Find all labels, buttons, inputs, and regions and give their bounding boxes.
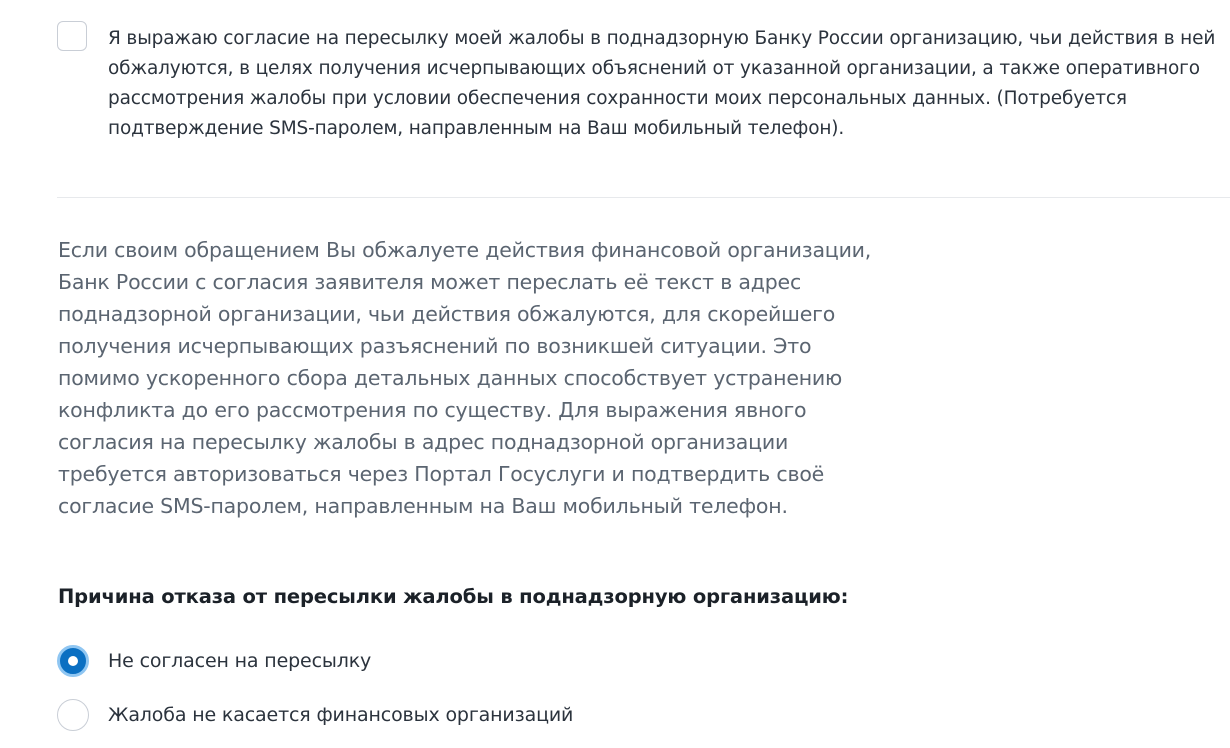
forwarding-info-text: Если своим обращением Вы обжалуете действия финансовой организации, Банк России с согласия заявителя может переслать её текст в адрес поднадзорной организации, чьи действия обжалуются, для скорейшего получения исчерпывающих разъяснений по возникшей ситуации. Это помимо ускоренного сбора детальных данных способствует устранению конфликта до его рассмотрения по существу. Для выражения явного согласия на пересылку жалобы в адрес поднадзорной организации требуется авторизоваться через Портал Госуслуги и подтвердить своё согласие SMS-паролем, направленным на Ваш мобильный телефон. bbox=[58, 238, 872, 518]
radio-button-not-agree[interactable] bbox=[57, 645, 89, 677]
section-divider bbox=[57, 197, 1230, 198]
refusal-reason-title: Причина отказа от пересылки жалобы в поднадзорную организацию: bbox=[58, 585, 849, 608]
consent-text: Я выражаю согласие на пересылку моей жалобы в поднадзорную Банку России организацию, чьи действия в ней обжалуются, в целях получения исчерпывающих объяснений от указанной организации, а также оперативного рассмотрения жалобы при условии обеспечения сохранности моих персональных данных. (Потребуется подтверждение SMS-паролем, направленным на Ваш мобильный телефон). bbox=[108, 28, 1216, 139]
radio-option-not-agree[interactable] bbox=[57, 645, 371, 677]
radio-label-not-agree: Не согласен на пересылку bbox=[108, 650, 372, 672]
radio-option-not-financial[interactable] bbox=[57, 699, 573, 731]
radio-label-not-financial: Жалоба не касается финансовых организаций bbox=[108, 704, 574, 726]
consent-checkbox[interactable] bbox=[57, 21, 87, 51]
radio-button-not-financial[interactable] bbox=[57, 699, 89, 731]
